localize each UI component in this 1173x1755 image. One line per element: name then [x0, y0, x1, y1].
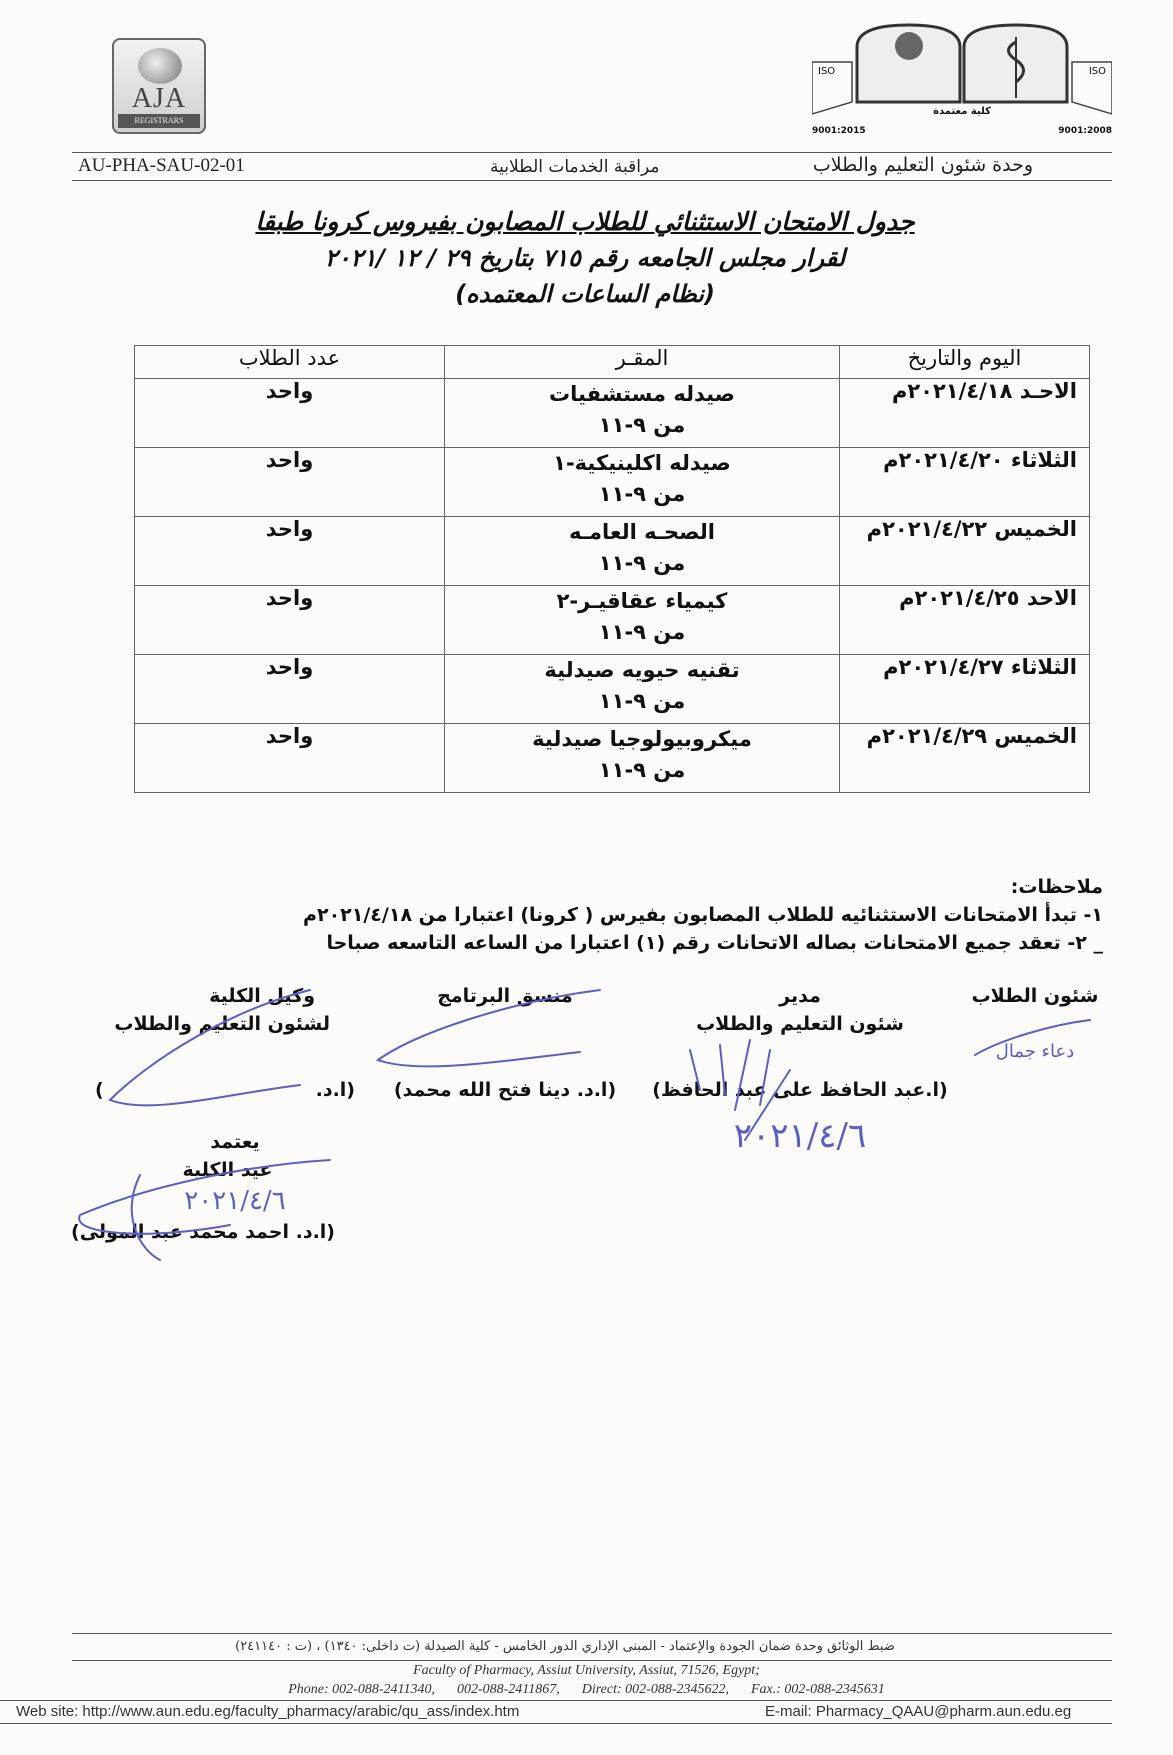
- table-row: [135, 379, 1090, 448]
- approval-handwritten-date: ٢٠٢١/٤/٦: [184, 1186, 286, 1216]
- aja-logo-band: REGISTRARS: [118, 114, 200, 128]
- signature-director: [650, 982, 950, 1156]
- row-venue: [445, 586, 840, 655]
- row-time: من ٩-١١: [598, 482, 686, 506]
- table-row: [135, 448, 1090, 517]
- emblem-caption: كلية معتمدة: [933, 106, 991, 117]
- row-student-count: واحد: [135, 379, 445, 448]
- row-subject: صيدله مستشفيات: [549, 382, 735, 406]
- notes-heading: ملاحظات:: [1010, 876, 1103, 898]
- exam-schedule-table: [134, 345, 1090, 793]
- row-subject: ميكروبيولوجيا صيدلية: [532, 727, 752, 751]
- approval-label: يعتمد: [210, 1131, 260, 1153]
- row-student-count: واحد: [135, 517, 445, 586]
- iso-label-right: ISO: [1088, 66, 1106, 77]
- document-code: AU-PHA-SAU-02-01: [78, 155, 245, 176]
- student-affairs-title: شئون الطلاب: [971, 985, 1099, 1007]
- table-row: [135, 586, 1090, 655]
- note-item: ١- تبدأ الامتحانات الاستثنائيه للطلاب المصابون بفيرس ( كرونا) اعتبارا من ٢٠٢١/٤/١٨م: [303, 904, 1103, 926]
- footer-contact-line: [0, 1681, 1173, 1698]
- row-time: من ٩-١١: [598, 551, 686, 575]
- header-rule-top: [72, 152, 1112, 153]
- row-subject: الصحـه العامـه: [569, 520, 715, 544]
- row-time: من ٩-١١: [598, 689, 686, 713]
- title-system: (نظام الساعات المعتمده): [455, 280, 715, 308]
- row-venue: [445, 379, 840, 448]
- header-date: اليوم والتاريخ: [840, 346, 1090, 379]
- row-student-count: واحد: [135, 655, 445, 724]
- row-venue: [445, 517, 840, 586]
- row-time: من ٩-١١: [598, 758, 686, 782]
- row-subject: تقنيه حيويه صيدلية: [544, 658, 740, 682]
- footer-rule-2: [72, 1660, 1112, 1661]
- signature-vice-dean: [95, 982, 355, 1104]
- department-label: مراقبة الخدمات الطلابية: [490, 157, 660, 177]
- student-affairs-handwriting: دعاء جمال: [995, 1041, 1075, 1062]
- row-date: الثلاثاء ٢٠٢١/٤/٢٠م: [840, 448, 1090, 517]
- row-venue: [445, 655, 840, 724]
- page-title: جدول الامتحان الاستثنائي للطلاب المصابون بفيروس كرونا طبقا: [255, 207, 915, 236]
- vice-dean-department: لشئون التعليم والطلاب: [114, 1013, 330, 1035]
- row-student-count: واحد: [135, 586, 445, 655]
- signature-coordinator: [385, 982, 625, 1104]
- header-venue: المقـر: [445, 346, 840, 379]
- vice-dean-name-close: ): [95, 1079, 104, 1101]
- header-rule-bottom: [72, 180, 1112, 181]
- row-date: الخميس ٢٠٢١/٤/٢٢م: [840, 517, 1090, 586]
- footer-rule-3: [0, 1700, 1112, 1701]
- table-row: [135, 655, 1090, 724]
- director-handwritten-date: ٢٠٢١/٤/٦: [733, 1116, 867, 1156]
- iso-cert-left: 9001:2015: [812, 126, 866, 136]
- aja-logo-text: AJA: [131, 83, 187, 114]
- row-time: من ٩-١١: [598, 620, 686, 644]
- approval-block: [71, 1128, 335, 1246]
- globe-icon: [138, 48, 182, 84]
- iso-cert-right: 9001:2008: [1058, 126, 1112, 136]
- footer-phone: Phone: 002-088-2411340,: [288, 1682, 435, 1697]
- director-name: (ا.عبد الحافظ على عبد الحافظ): [652, 1079, 948, 1101]
- signature-student-affairs: [965, 982, 1105, 1066]
- coordinator-name: (ا.د. دينا فتح الله محمد): [393, 1079, 617, 1101]
- header-count: عدد الطلاب: [135, 346, 445, 379]
- approval-title: عيد الكلية: [182, 1159, 273, 1181]
- unit-label: وحدة شئون التعليم والطلاب: [812, 154, 1033, 176]
- coordinator-title: منسق البرتامج: [437, 985, 573, 1007]
- row-date: الاحـد ٢٠٢١/٤/١٨م: [840, 379, 1090, 448]
- footer-phone2: 002-088-2411867,: [456, 1682, 560, 1697]
- table-row: [135, 724, 1090, 793]
- row-student-count: واحد: [135, 448, 445, 517]
- table-row: [135, 517, 1090, 586]
- footer-website-link[interactable]: Web site: http://www.aun.edu.eg/faculty_pharmacy/arabic/qu_ass/index.htm: [16, 1703, 520, 1720]
- footer-fax: Fax.: 002-088-2345631: [750, 1682, 885, 1697]
- row-venue: [445, 448, 840, 517]
- footer-arabic-line: ضبط الوثائق وحدة ضمان الجودة والإعتماد - المبنى الإداري الدور الخامس - كلية الصيدلة (ت داخلى: ١٣٤٠) ، (ت : ٢٤١١٤٠): [235, 1639, 895, 1654]
- row-time: من ٩-١١: [598, 413, 686, 437]
- notes-section: [303, 873, 1103, 957]
- vice-dean-name-open: (ا.د.: [315, 1079, 355, 1101]
- row-student-count: واحد: [135, 724, 445, 793]
- title-decision: لقرار مجلس الجامعه رقم ٧١٥ بتاريخ ٢٩ / ١٢ /٢٠٢١: [324, 244, 846, 272]
- footer-rule-1: [72, 1633, 1112, 1634]
- faculty-emblem: [812, 22, 1112, 147]
- row-subject: كيمياء عقاقيـر-٢: [556, 589, 728, 613]
- table-header-row: [135, 346, 1090, 379]
- director-department: شئون التعليم والطلاب: [696, 1013, 904, 1035]
- row-date: الاحد ٢٠٢١/٤/٢٥م: [840, 586, 1090, 655]
- footer-rule-4: [0, 1723, 1112, 1724]
- row-subject: صيدله اكلينيكية-١: [553, 451, 731, 475]
- aja-registrars-logo: [112, 38, 206, 134]
- vice-dean-title: وكيل الكلية: [209, 985, 315, 1007]
- approval-name: (ا.د. احمد محمد عبد المولى): [71, 1221, 335, 1243]
- row-date: الخميس ٢٠٢١/٤/٢٩م: [840, 724, 1090, 793]
- footer-direct: Direct: 002-088-2345622,: [581, 1682, 729, 1697]
- row-venue: [445, 724, 840, 793]
- row-date: الثلاثاء ٢٠٢١/٤/٢٧م: [840, 655, 1090, 724]
- note-item: _ ٢- تعقد جميع الامتحانات بصاله الاتحانات رقم (١) اعتبارا من الساعه التاسعه صباحا: [326, 932, 1103, 954]
- footer-email-link[interactable]: E-mail: Pharmacy_QAAU@pharm.aun.edu.eg: [765, 1703, 1072, 1720]
- iso-label-left: ISO: [818, 66, 836, 77]
- footer-address: Faculty of Pharmacy, Assiut University, Assiut, 71526, Egypt;: [413, 1663, 760, 1678]
- director-title: مدير: [779, 985, 821, 1007]
